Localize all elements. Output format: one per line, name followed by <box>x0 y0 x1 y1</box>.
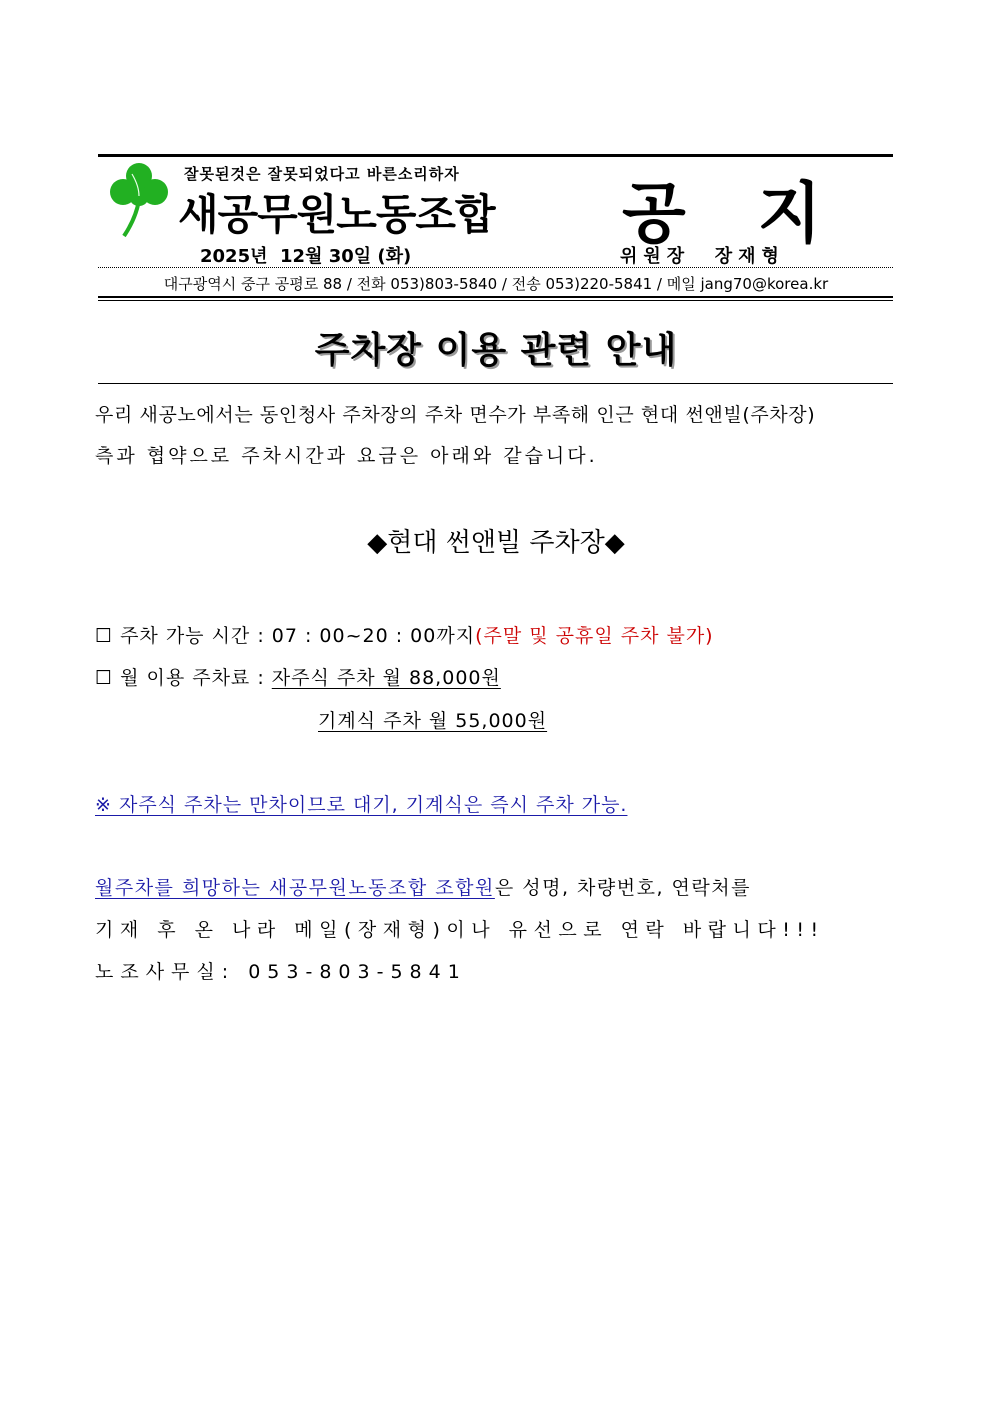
title-rule <box>98 383 893 384</box>
notice-date: 2025년 12월 30일 (화) <box>200 246 412 267</box>
union-office-phone: 노조사무실: 053-803-5841 <box>95 961 467 983</box>
motto: 잘못된것은 잘못되었다고 바른소리하자 <box>184 165 460 183</box>
hours-note: (주말 및 공휴일 주차 불가) <box>475 625 714 647</box>
hours-label: ☐ 주차 가능 시간 : 07 : 00~20 : 00까지 <box>95 625 476 647</box>
closing-line-1 <box>95 873 751 900</box>
header-top-rule <box>98 154 893 157</box>
intro-line-2: 측과 협약으로 주차시간과 요금은 아래와 같습니다. <box>95 445 598 467</box>
page-title: 주차장 이용 관련 안내 <box>314 330 678 371</box>
remark-note: ※ 자주식 주차는 만차이므로 대기, 기계식은 즉시 주차 가능. <box>95 794 628 816</box>
chair-name: 위원장 장재형 <box>620 246 785 267</box>
closing-link-text: 월주차를 희망하는 새공무원노동조합 조합원 <box>95 877 495 899</box>
header-dotted-rule <box>98 267 893 268</box>
notice-title: 공지 <box>622 175 894 252</box>
header-bottom-rule-2 <box>98 300 893 301</box>
intro-line-1: 우리 새공노에서는 동인청사 주차장의 주차 면수가 부족해 인근 현대 썬앤빌(주차장) <box>95 404 816 426</box>
contact-line: 대구광역시 중구 공평로 88 / 전화 053)803-5840 / 전송 053)220-5841 / 메일 jang70@korea.kr <box>163 275 829 293</box>
closing-line-2: 기재 후 온 나라 메일(장재형)이나 유선으로 연락 바랍니다!!! <box>95 919 825 941</box>
clover-logo-icon <box>108 160 170 238</box>
fee-label: ☐ 월 이용 주차료 : <box>95 667 272 689</box>
fee-self-park: 자주식 주차 월 88,000원 <box>271 667 501 689</box>
header-bottom-rule-1 <box>98 296 893 298</box>
org-name: 새공무원노동조합 <box>178 190 495 239</box>
monthly-fee <box>95 663 501 690</box>
section-subtitle: ◆현대 썬앤빌 주차장◆ <box>367 528 625 558</box>
closing-line-1-rest: 은 성명, 차량번호, 연락처를 <box>494 877 751 899</box>
parking-hours <box>95 621 714 648</box>
fee-mechanical: 기계식 주차 월 55,000원 <box>318 710 548 732</box>
